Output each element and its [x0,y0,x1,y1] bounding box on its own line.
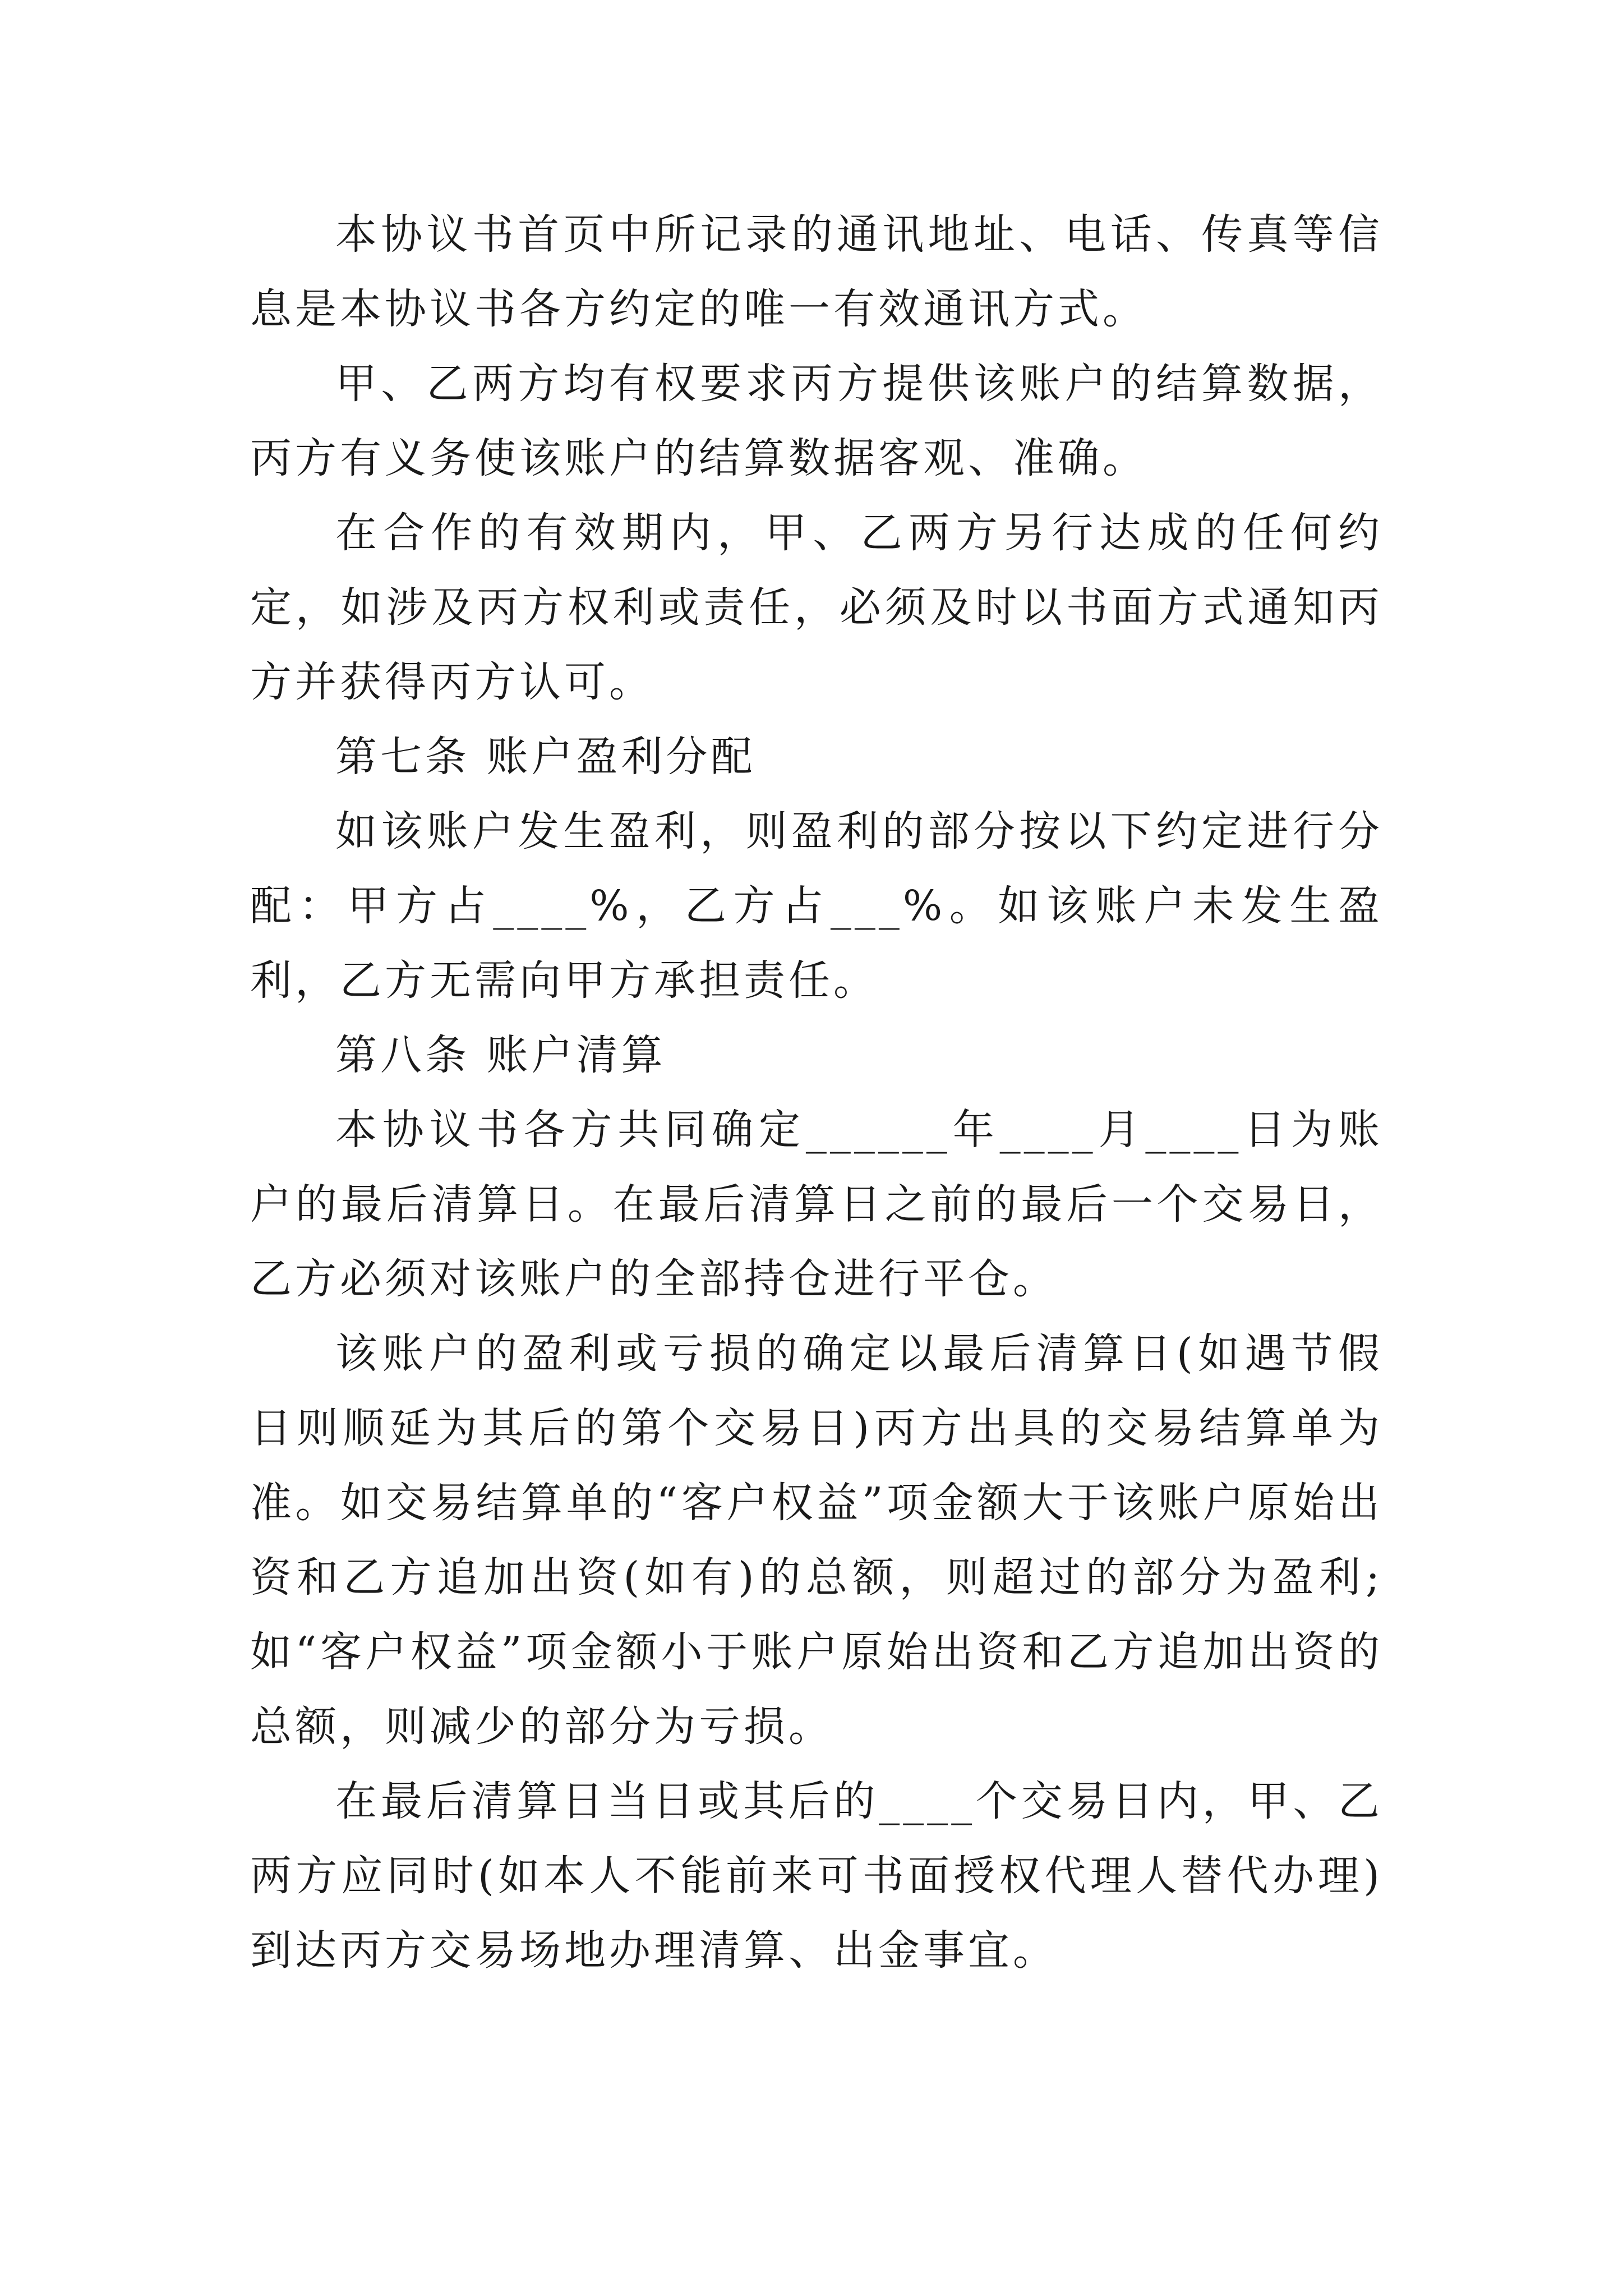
paragraph-contact-info: 本协议书首页中所记录的通讯地址、电话、传真等信息是本协议书各方约定的唯一有效通讯方式。 [250,210,1383,333]
paragraph-profit-loss-determination: 该账户的盈利或亏损的确定以最后清算日(如遇节假日则顺延为其后的第个交易日)丙方出具的交易结算单为准。如交易结算单的“客户权益”项金额大于该账户原始出资和乙方追加出资(如有)的总额，则超过的部分为盈利;如“客户权益”项金额小于账户原始出资和乙方追加出资的总额，则减少的部分为亏损。 [250,1329,1383,1751]
paragraph-settlement-data: 甲、乙两方均有权要求丙方提供该账户的结算数据，丙方有义务使该账户的结算数据客观、准确。 [250,360,1383,482]
article-7-heading: 第七条 账户盈利分配 [335,733,756,781]
article-8-heading: 第八条 账户清算 [335,1031,666,1079]
paragraph-profit-distribution: 如该账户发生盈利，则盈利的部分按以下约定进行分配：甲方占____%，乙方占___%。如该账户未发生盈利，乙方无需向甲方承担责任。 [250,807,1383,1005]
paragraph-other-agreements: 在合作的有效期内，甲、乙两方另行达成的任何约定，如涉及丙方权利或责任，必须及时以书面方式通知丙方并获得丙方认可。 [250,509,1383,706]
paragraph-settlement-procedure: 在最后清算日当日或其后的____个交易日内，甲、乙两方应同时(如本人不能前来可书面授权代理人替代办理)到达丙方交易场地办理清算、出金事宜。 [250,1777,1383,1975]
paragraph-final-settlement-date: 本协议书各方共同确定______年____月____日为账户的最后清算日。在最后清算日之前的最后一个交易日，乙方必须对该账户的全部持仓进行平仓。 [250,1106,1383,1303]
document-body [250,197,1383,1988]
